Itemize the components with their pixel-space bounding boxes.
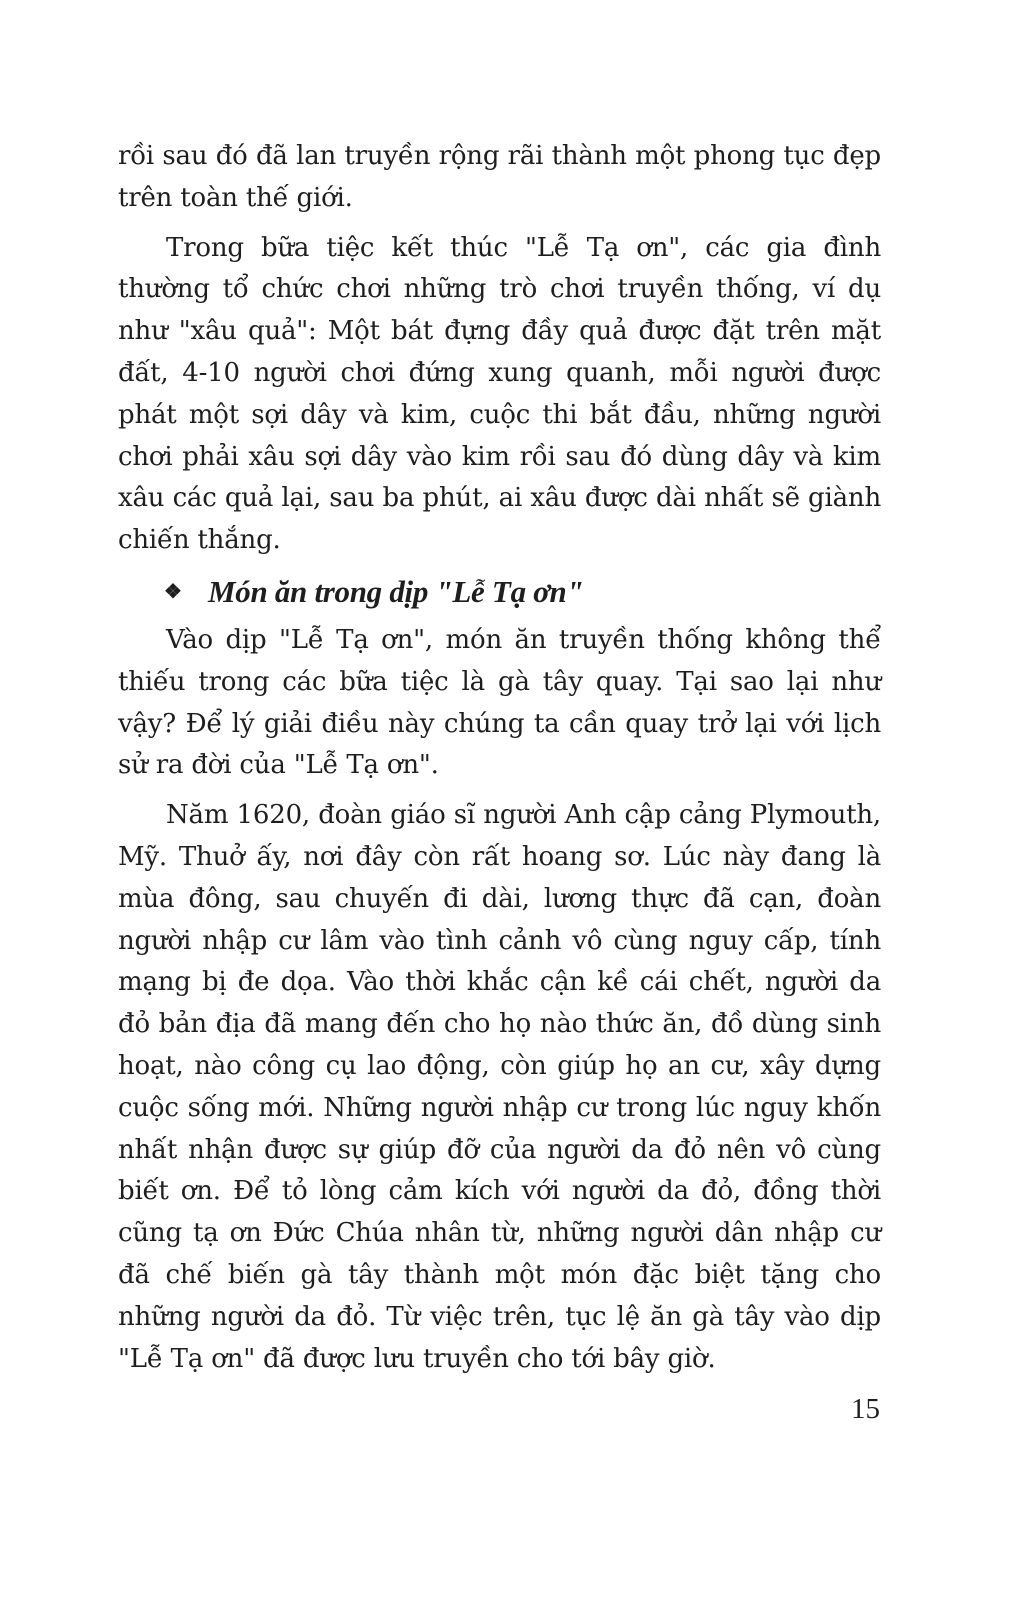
paragraph-games: Trong bữa tiệc kết thúc "Lễ Tạ ơn", các gia đình thường tổ chức chơi những trò chơi truyền thống, ví dụ như "xâu quả": Một bát đựng đầy quả được đặt trên mặt đất, 4-10 người chơi đứng xung quanh, mỗi người được phát một sợi dây và kim, cuộc thi bắt đầu, những người chơi phải xâu sợi dây vào kim rồi sau đó dùng dây và kim xâu các quả lại, sau ba phút, ai xâu được dài nhất sẽ giành chiến thắng. <box>118 232 881 556</box>
page-number: 15 <box>851 1393 880 1425</box>
page-body <box>118 136 881 1388</box>
diamond-bullet-icon: ❖ <box>164 580 182 603</box>
paragraph-continuation: rồi sau đó đã lan truyền rộng rãi thành một phong tục đẹp trên toàn thế giới. <box>118 141 881 213</box>
section-heading <box>118 570 881 614</box>
section-heading-text: Món ăn trong dịp "Lễ Tạ ơn" <box>208 573 584 609</box>
paragraph-turkey: Vào dịp "Lễ Tạ ơn", món ăn truyền thống không thể thiếu trong các bữa tiệc là gà tây quay. Tại sao lại như vậy? Để lý giải điều này chúng ta cần quay trở lại với lịch sử ra đời của "Lễ Tạ ơn". <box>118 624 881 781</box>
paragraph-history: Năm 1620, đoàn giáo sĩ người Anh cập cảng Plymouth, Mỹ. Thuở ấy, nơi đây còn rất hoang sơ. Lúc này đang là mùa đông, sau chuyến đi dài, lương thực đã cạn, đoàn người nhập cư lâm vào tình cảnh vô cùng nguy cấp, tính mạng bị đe dọa. Vào thời khắc cận kề cái chết, người da đỏ bản địa đã mang đến cho họ nào thức ăn, đồ dùng sinh hoạt, nào công cụ lao động, còn giúp họ an cư, xây dựng cuộc sống mới. Những người nhập cư trong lúc nguy khốn nhất nhận được sự giúp đỡ của người da đỏ nên vô cùng biết ơn. Để tỏ lòng cảm kích với người da đỏ, đồng thời cũng tạ ơn Đức Chúa nhân từ, những người dân nhập cư đã chế biến gà tây thành một món đặc biệt tặng cho những người da đỏ. Từ việc trên, tục lệ ăn gà tây vào dịp "Lễ Tạ ơn" đã được lưu truyền cho tới bây giờ. <box>118 800 881 1374</box>
